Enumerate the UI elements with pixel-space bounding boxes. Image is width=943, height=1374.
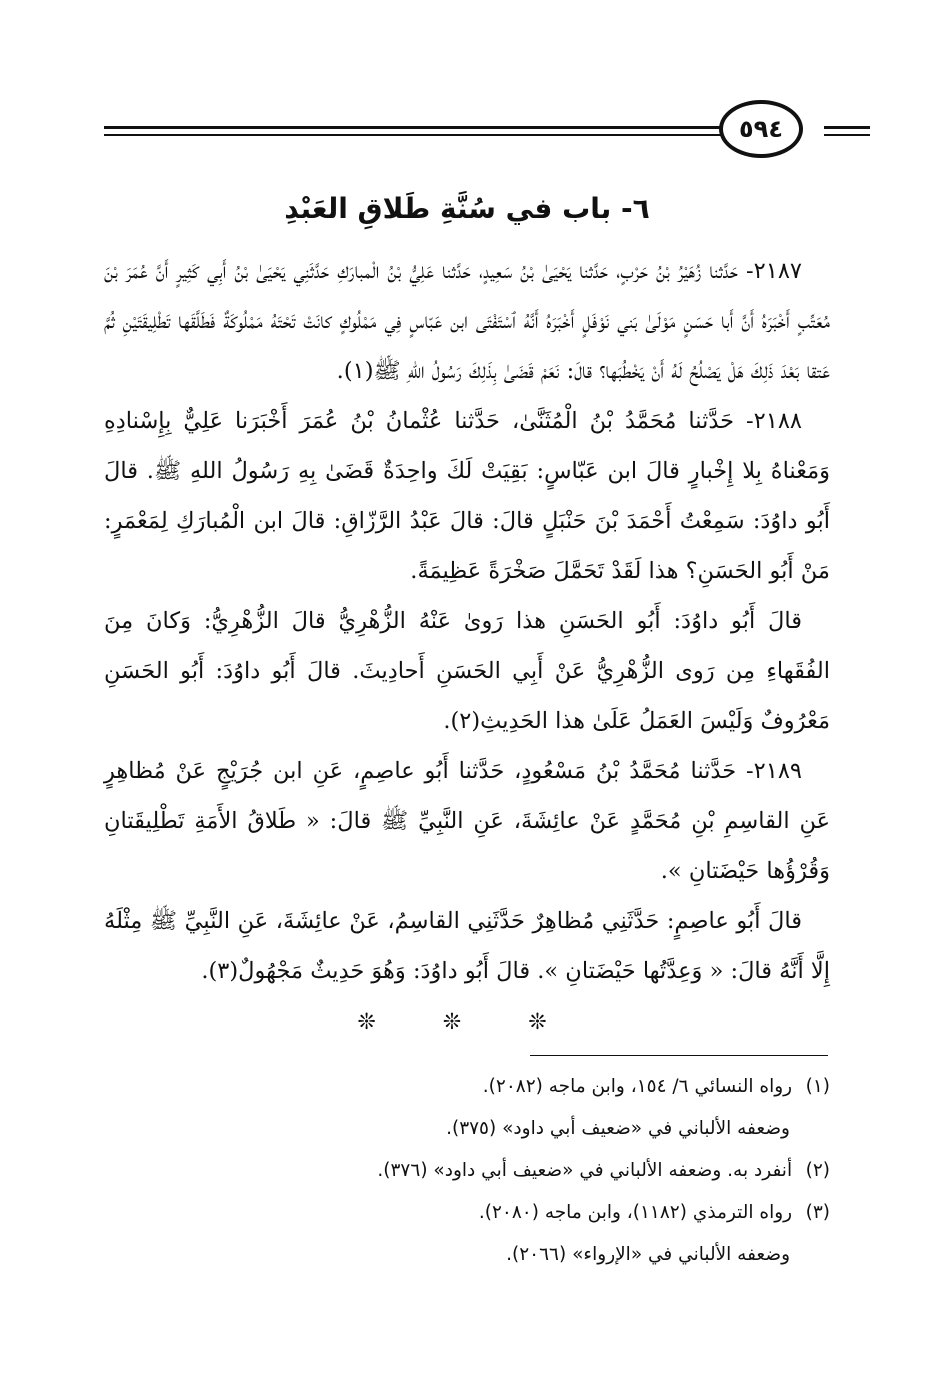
footnote-3-continued [104, 1234, 830, 1276]
header-rule-line [824, 126, 870, 129]
footnote-number: (٢) [805, 1160, 830, 1181]
chapter-heading: ٦- باب في سُنَّةِ طَلاقِ العَبْدِ [284, 192, 650, 225]
footnote-text: رواه الترمذي (١١٨٢)، وابن ماجه (٢٠٨٠). [478, 1202, 793, 1223]
main-text [104, 246, 830, 1048]
footnote-number: (١) [805, 1076, 830, 1097]
section-separator: ❊ ❊ ❊ [357, 1010, 577, 1035]
hadith-2188: ٢١٨٨- حَدَّثنا مُحَمَّدُ بْنُ الْمُثَنَّىٰ، حَدَّثنا عُثْمانُ بْنُ عُمَرَ أَخْبَرَنا عَلِيٌّ بِإِسْنادِهِ وَمَعْناهُ بِلا إِخْبارٍ قالَ ابن عَبّاسٍ: بَقِيَتْ لَكَ واحِدَةٌ قَضَىٰ بِهِ رَسُولُ اللهِ ﷺ. قالَ أَبُو داوُدَ: سَمِعْتُ أَحْمَدَ بْنَ حَنْبَلٍ قالَ: قالَ عَبْدُ الرَّزّاقِ: قالَ ابن الْمُبارَكِ لِمَعْمَرٍ: مَنْ أَبُو الحَسَنِ؟ هذا لَقَدْ تَحَمَّلَ صَخْرَةً عَظِيمَةً. [104, 408, 830, 584]
footnote-number: (٣) [805, 1202, 830, 1223]
hadith-2189: ٢١٨٩- حَدَّثنا مُحَمَّدُ بْنُ مَسْعُودٍ، حَدَّثنا أَبُو عاصِمٍ، عَنِ ابن جُرَيْجٍ عَنْ مُظاهِرٍ عَنِ القاسِمِ بْنِ مُحَمَّدٍ عَنْ عائِشَةَ، عَنِ النَّبِيِّ ﷺ قالَ: « طَلاقُ الأَمَةِ تَطْلِيقَتانِ وَقُرْؤُها حَيْضَتانِ ». [104, 758, 830, 884]
footnote-text: أنفرد به. وضعفه الألباني في «ضعيف أبي داود» (٣٧٦). [377, 1160, 793, 1181]
header-rule-line [824, 134, 870, 136]
header-rule-line [104, 126, 724, 129]
footnote-text: رواه النسائي ٦/ ١٥٤، وابن ماجه (٢٠٨٢). [482, 1076, 793, 1097]
footnote-3 [104, 1192, 830, 1234]
footnotes [104, 1066, 830, 1276]
footnote-divider [530, 1055, 828, 1056]
footnote-1-continued [104, 1108, 830, 1150]
footnote-2 [104, 1150, 830, 1192]
abu-dawud-comment: قالَ أَبُو داوُدَ: أَبُو الحَسَنِ هذا رَوىٰ عَنْهُ الزُّهْرِيُّ قالَ الزُّهْرِيُّ: وَكانَ مِنَ الفُقَهاءِ مِن رَوى الزُّهْرِيُّ عَنْ أَبِي الحَسَنِ أَحادِيثَ. قالَ أَبُو داوُدَ: أَبُو الحَسَنِ مَعْرُوفٌ وَلَيْسَ العَمَلُ عَلَىٰ هذا الحَدِيثِ(٢). [104, 608, 830, 734]
abu-asim-comment: قالَ أَبُو عاصِمٍ: حَدَّثَنِي مُظاهِرٌ حَدَّثَنِي القاسِمُ، عَنْ عائِشَةَ، عَنِ النَّبِيِّ ﷺ مِثْلَهُ إِلَّا أَنَّهُ قالَ: « وَعِدَّتُها حَيْضَتانِ ». قالَ أَبُو داوُدَ: وَهُوَ حَدِيثٌ مَجْهُولٌ(٣). [104, 908, 830, 984]
page-number: ٥٩٤ [719, 100, 803, 158]
footnote-text: وضعفه الألباني في «الإرواء» (٢٠٦٦). [506, 1244, 790, 1265]
header-rule-line [104, 134, 724, 136]
hadith-2187: ٢١٨٧- حَدَّثنا زُهَيْرُ بْنُ حَرْبٍ، حَدَّثنا يَحْيَىٰ بْنُ سَعِيدٍ، حَدَّثنا عَلِيُّ بْنُ الْمبارَكِ حَدَّثَنِي يَحْيَىٰ بْنُ أَبِي كَثِيرٍ أَنَّ عُمَرَ بْنَ مُعَتِّبٍ أَخْبَرَهُ أَنَّ أَبا حَسَنٍ مَوْلَىٰ بَني نَوْفَلٍ أَخْبَرَهُ أَنَّهُ ٱسْتَفْتَى ابن عَبّاسٍ فِي مَمْلُوكٍ كانَتْ تَحْتَهُ مَمْلُوكَةٌ فَطَلَّقَها تَطْلِيقَتَيْنِ ثُمَّ عَتقا بَعْدَ ذَلِكَ هَلْ يَصْلُحُ لَهُ أَنْ يَخْطُبَها؟ قالَ: نَعَمْ قَضَىٰ بِذَلِكَ رَسُولُ اللهِ ﷺ(١). [104, 258, 830, 384]
footnote-text: وضعفه الألباني في «ضعيف أبي داود» (٣٧٥). [446, 1118, 790, 1139]
footnote-1 [104, 1066, 830, 1108]
